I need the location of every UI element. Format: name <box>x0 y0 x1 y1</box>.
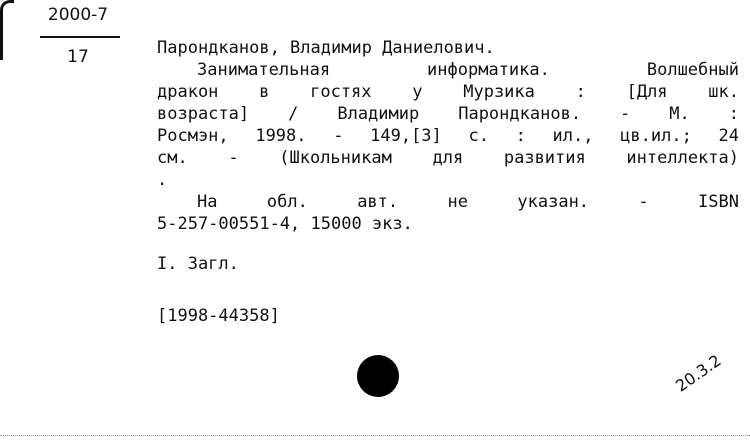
note-line: На обл. авт. не указан. - ISBN <box>197 192 739 212</box>
record-number: [1998-44358] <box>157 306 280 326</box>
series-line: см. - (Школьникам для развития интеллекта) <box>157 148 739 168</box>
responsibility-line: возраста] / Владимир Парондканов. - М. : <box>157 104 739 124</box>
shelf-mark-top: 2000-7 <box>47 5 109 25</box>
handwritten-note: 20.3.2 <box>672 350 725 396</box>
bibliographic-entry <box>157 37 739 327</box>
card-corner-mark <box>0 0 14 60</box>
series-end-line: . <box>157 170 168 190</box>
isbn-line: 5-257-00551-4, 15000 экз. <box>157 214 413 234</box>
card-bottom-edge <box>0 435 750 440</box>
publication-line: Росмэн, 1998. - 149,[3] с. : ил., цв.ил.; 24 <box>157 126 739 146</box>
shelf-mark-divider <box>40 36 120 38</box>
subject-entry: I. Загл. <box>157 254 239 274</box>
title-line-1: Занимательная информатика. Волшебный <box>197 60 739 80</box>
author-heading: Парондканов, Владимир Даниелович. <box>157 38 495 58</box>
title-line-2: дракон в гостях у Мурзика : [Для шк. <box>157 82 739 102</box>
shelf-mark <box>18 2 128 70</box>
shelf-mark-bottom: 17 <box>67 47 89 67</box>
punch-hole <box>357 355 399 397</box>
